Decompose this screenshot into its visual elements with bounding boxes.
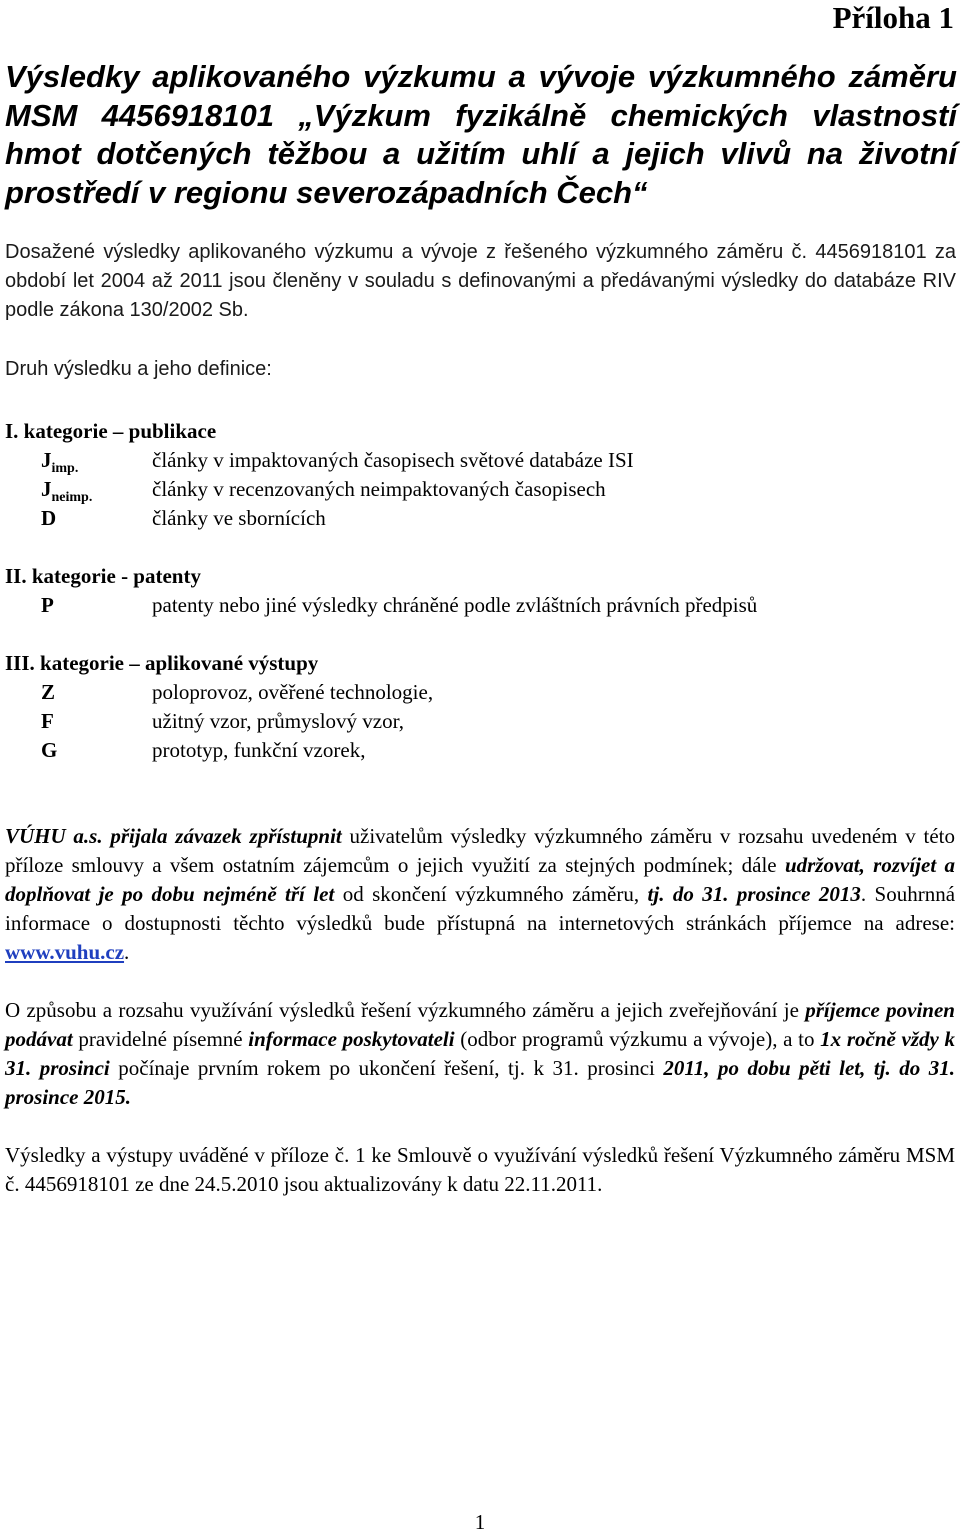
category-description: užitný vzor, průmyslový vzor,: [152, 709, 405, 733]
document-title: Výsledky aplikovaného výzkumu a vývoje výzkumného záměru MSM 4456918101 „Výzkum fyzikálně chemických vlastností hmot dotčených těžbou a užitím uhlí a jejich vlivů na životní prostředí v regionu severozápadních Čech“: [5, 59, 957, 210]
definitions-heading: Druh výsledku a jeho definice:: [5, 358, 272, 380]
commitment-text: přijala závazek zpřístupnit: [110, 824, 342, 848]
category-description: články ve sbornících: [152, 506, 326, 530]
category-description: články v impaktovaných časopisech světové databáze ISI: [152, 448, 634, 472]
category-description: patenty nebo jiné výsledky chráněné podle zvláštních právních předpisů: [152, 593, 758, 617]
reporting-paragraph: O způsobu a rozsahu využívání výsledků řešení výzkumného záměru a jejich zveřejňování je příjemce povinen podávat pravidelné písemné informace poskytovateli (odbor programů výzkumu a vývoje), a to 1x ročně vždy k 31. prosinci počínaje prvním rokem po ukončení řešení, tj. k 31. prosinci 2011, po dobu pěti let, tj. do 31. prosince 2015.: [5, 998, 956, 1109]
category-item: [5, 678, 955, 707]
intro-paragraph: Dosažené výsledky aplikovaného výzkumu a vývoje z řešeného výzkumného záměru č. 4456918101 za období let 2004 až 2011 jsou členěny v souladu s definovanými a předávanými výsledky do databáze RIV podle zákona 130/2002 Sb.: [5, 241, 956, 321]
category-code: D: [41, 506, 57, 530]
category-code: P: [41, 593, 54, 617]
organization-name: VÚHU a.s.: [5, 824, 103, 848]
annex-label: Příloha 1: [832, 0, 954, 35]
category-code: Z: [41, 680, 56, 704]
update-paragraph: Výsledky a výstupy uváděné v příloze č. 1 ke Smlouvě o využívání výsledků řešení Výzkumného záměru MSM č. 4456918101 ze dne 24.5.2010 jsou aktualizovány k datu 22.11.2011.: [5, 1143, 955, 1196]
category-item: [5, 591, 955, 620]
category-1-heading: I. kategorie – publikace: [5, 419, 217, 443]
page-number: 1: [474, 1510, 486, 1534]
obligation-text: příjemce povinen podávat: [5, 998, 955, 1051]
category-item: [5, 707, 955, 736]
info-text: informace poskytovateli: [248, 1027, 455, 1051]
website-link[interactable]: www.vuhu.cz: [5, 940, 125, 964]
category-code: $J_{imp.}$: [41, 448, 79, 476]
category-3-heading: III. kategorie – aplikované výstupy: [5, 651, 319, 675]
category-item: [5, 736, 955, 765]
category-item: [5, 446, 955, 475]
category-code: $J_{neimp.}$: [41, 477, 93, 505]
maintenance-text: udržovat, rozvíjet a doplňovat je po dobu nejméně tří let: [5, 853, 955, 906]
category-description: články v recenzovaných neimpaktovaných časopisech: [152, 477, 606, 501]
category-code: G: [41, 738, 58, 762]
deadline-text: tj. do 31. prosince 2013: [647, 882, 861, 906]
availability-paragraph: VÚHU a.s. přijala závazek zpřístupnit uživatelům výsledky výzkumného záměru v rozsahu uvedeném v této příloze smlouvy a všem ostatním zájemcům o jejich využití za stejných podmínek; dále udržovat, rozvíjet a doplňovat je po dobu nejméně tří let od skončení výzkumného záměru, tj. do 31. prosince 2013. Souhrnná informace o dostupnosti těchto výsledků bude přístupná na internetových stránkách příjemce na adrese: www.vuhu.cz.: [5, 824, 956, 964]
frequency-text: 1x ročně vždy k 31. prosinci: [5, 1027, 956, 1080]
category-item: [5, 504, 955, 533]
category-description: poloprovoz, ověřené technologie,: [152, 680, 434, 704]
category-code: F: [41, 709, 54, 733]
category-2-heading: II. kategorie - patenty: [5, 564, 201, 588]
category-item: [5, 475, 955, 504]
category-description: prototyp, funkční vzorek,: [152, 738, 366, 762]
period-text: 2011, po dobu pěti let, tj. do 31. prosince 2015.: [5, 1056, 955, 1109]
